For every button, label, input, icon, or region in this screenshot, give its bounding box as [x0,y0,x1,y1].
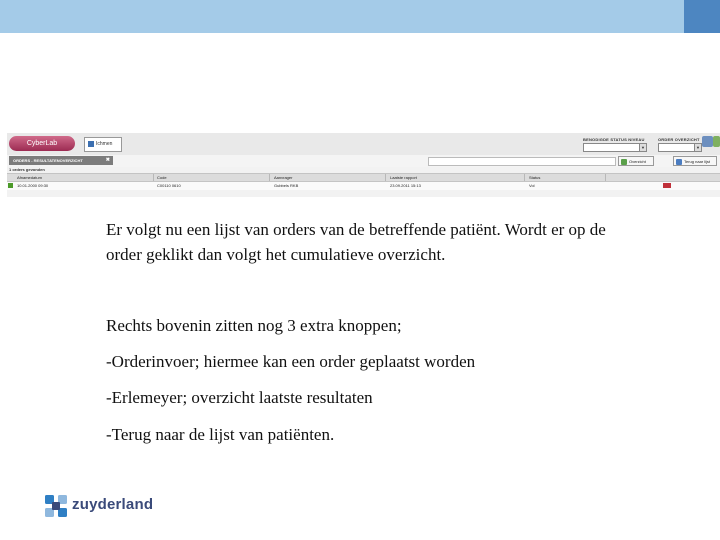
chevron-down-icon: ▼ [694,144,701,151]
cell-date: 10.01.2000 09:30 [17,183,49,188]
user-icon [88,141,94,147]
cell-requester: Gubbels RKB [274,183,299,188]
user-button[interactable] [84,137,122,152]
overview-icon [621,159,627,165]
user-label: Ichmen [96,141,113,147]
order-icon [8,183,13,188]
order-overview-label: ORDER OVERZICHT [658,137,700,142]
column-header-status[interactable]: Status [529,175,541,180]
table-header [7,173,720,182]
chevron-down-icon: ▼ [639,144,646,151]
table-row[interactable] [7,182,720,190]
bullet-back-to-patients: -Terug naar de lijst van patiënten. [106,425,335,444]
overview-button[interactable] [618,156,654,166]
app-screenshot [7,133,720,197]
cell-code: C00110 0610 [157,183,181,188]
overview-button-label: Overzicht [629,159,646,164]
status-level-select[interactable] [583,143,647,152]
column-header-date[interactable]: Afnamedatum [17,175,42,180]
corner-block [684,0,720,33]
column-divider [385,174,386,181]
tab-orders[interactable] [9,156,113,165]
bullet-erlenmeyer: -Erlemeyer; overzicht laatste resultaten [106,388,373,407]
column-divider [269,174,270,181]
column-divider [524,174,525,181]
order-overview-select[interactable] [658,143,702,152]
back-to-list-button[interactable] [673,156,717,166]
bullet-order-entry: -Orderinvoer; hiermee kan een order geplaatst worden [106,352,476,371]
search-input[interactable] [428,157,616,166]
column-divider [605,174,606,181]
back-icon [676,159,682,165]
tab-label: ORDERS - RESULTATENOVERZICHT [13,158,83,163]
top-band [0,0,720,33]
paragraph-1-line-1: Er volgt nu een lijst van orders van de betreffende patiënt. Wordt er op de [106,220,606,239]
tab-bar [7,155,720,167]
back-button-label: Terug naar lijst [684,159,711,164]
status-flag-icon [663,183,671,188]
column-divider [153,174,154,181]
column-header-requester[interactable]: Aanvrager [274,175,293,180]
status-level-label: BENODIGDE STATUS NIVEAU [583,137,645,142]
column-header-report[interactable]: Laatste rapport [390,175,417,180]
close-icon[interactable]: ✖ [105,157,110,163]
paragraph-2: Rechts bovenin zitten nog 3 extra knoppen; [106,316,402,335]
cell-status: Vol [529,183,535,188]
column-header-code[interactable]: Code [157,175,167,180]
app-logo: CyberLab [9,136,75,151]
erlenmeyer-icon[interactable] [713,136,720,147]
row-count: 1 orders gevonden [9,167,45,172]
order-entry-icon[interactable] [702,136,713,147]
paragraph-1-line-2: order geklikt dan volgt het cumulatieve overzicht. [106,245,446,264]
app-header [7,133,720,156]
cell-report: 23.09.2011 15:13 [390,183,421,188]
zuyderland-logo-icon [45,495,67,517]
logo-text: zuyderland [72,496,154,513]
